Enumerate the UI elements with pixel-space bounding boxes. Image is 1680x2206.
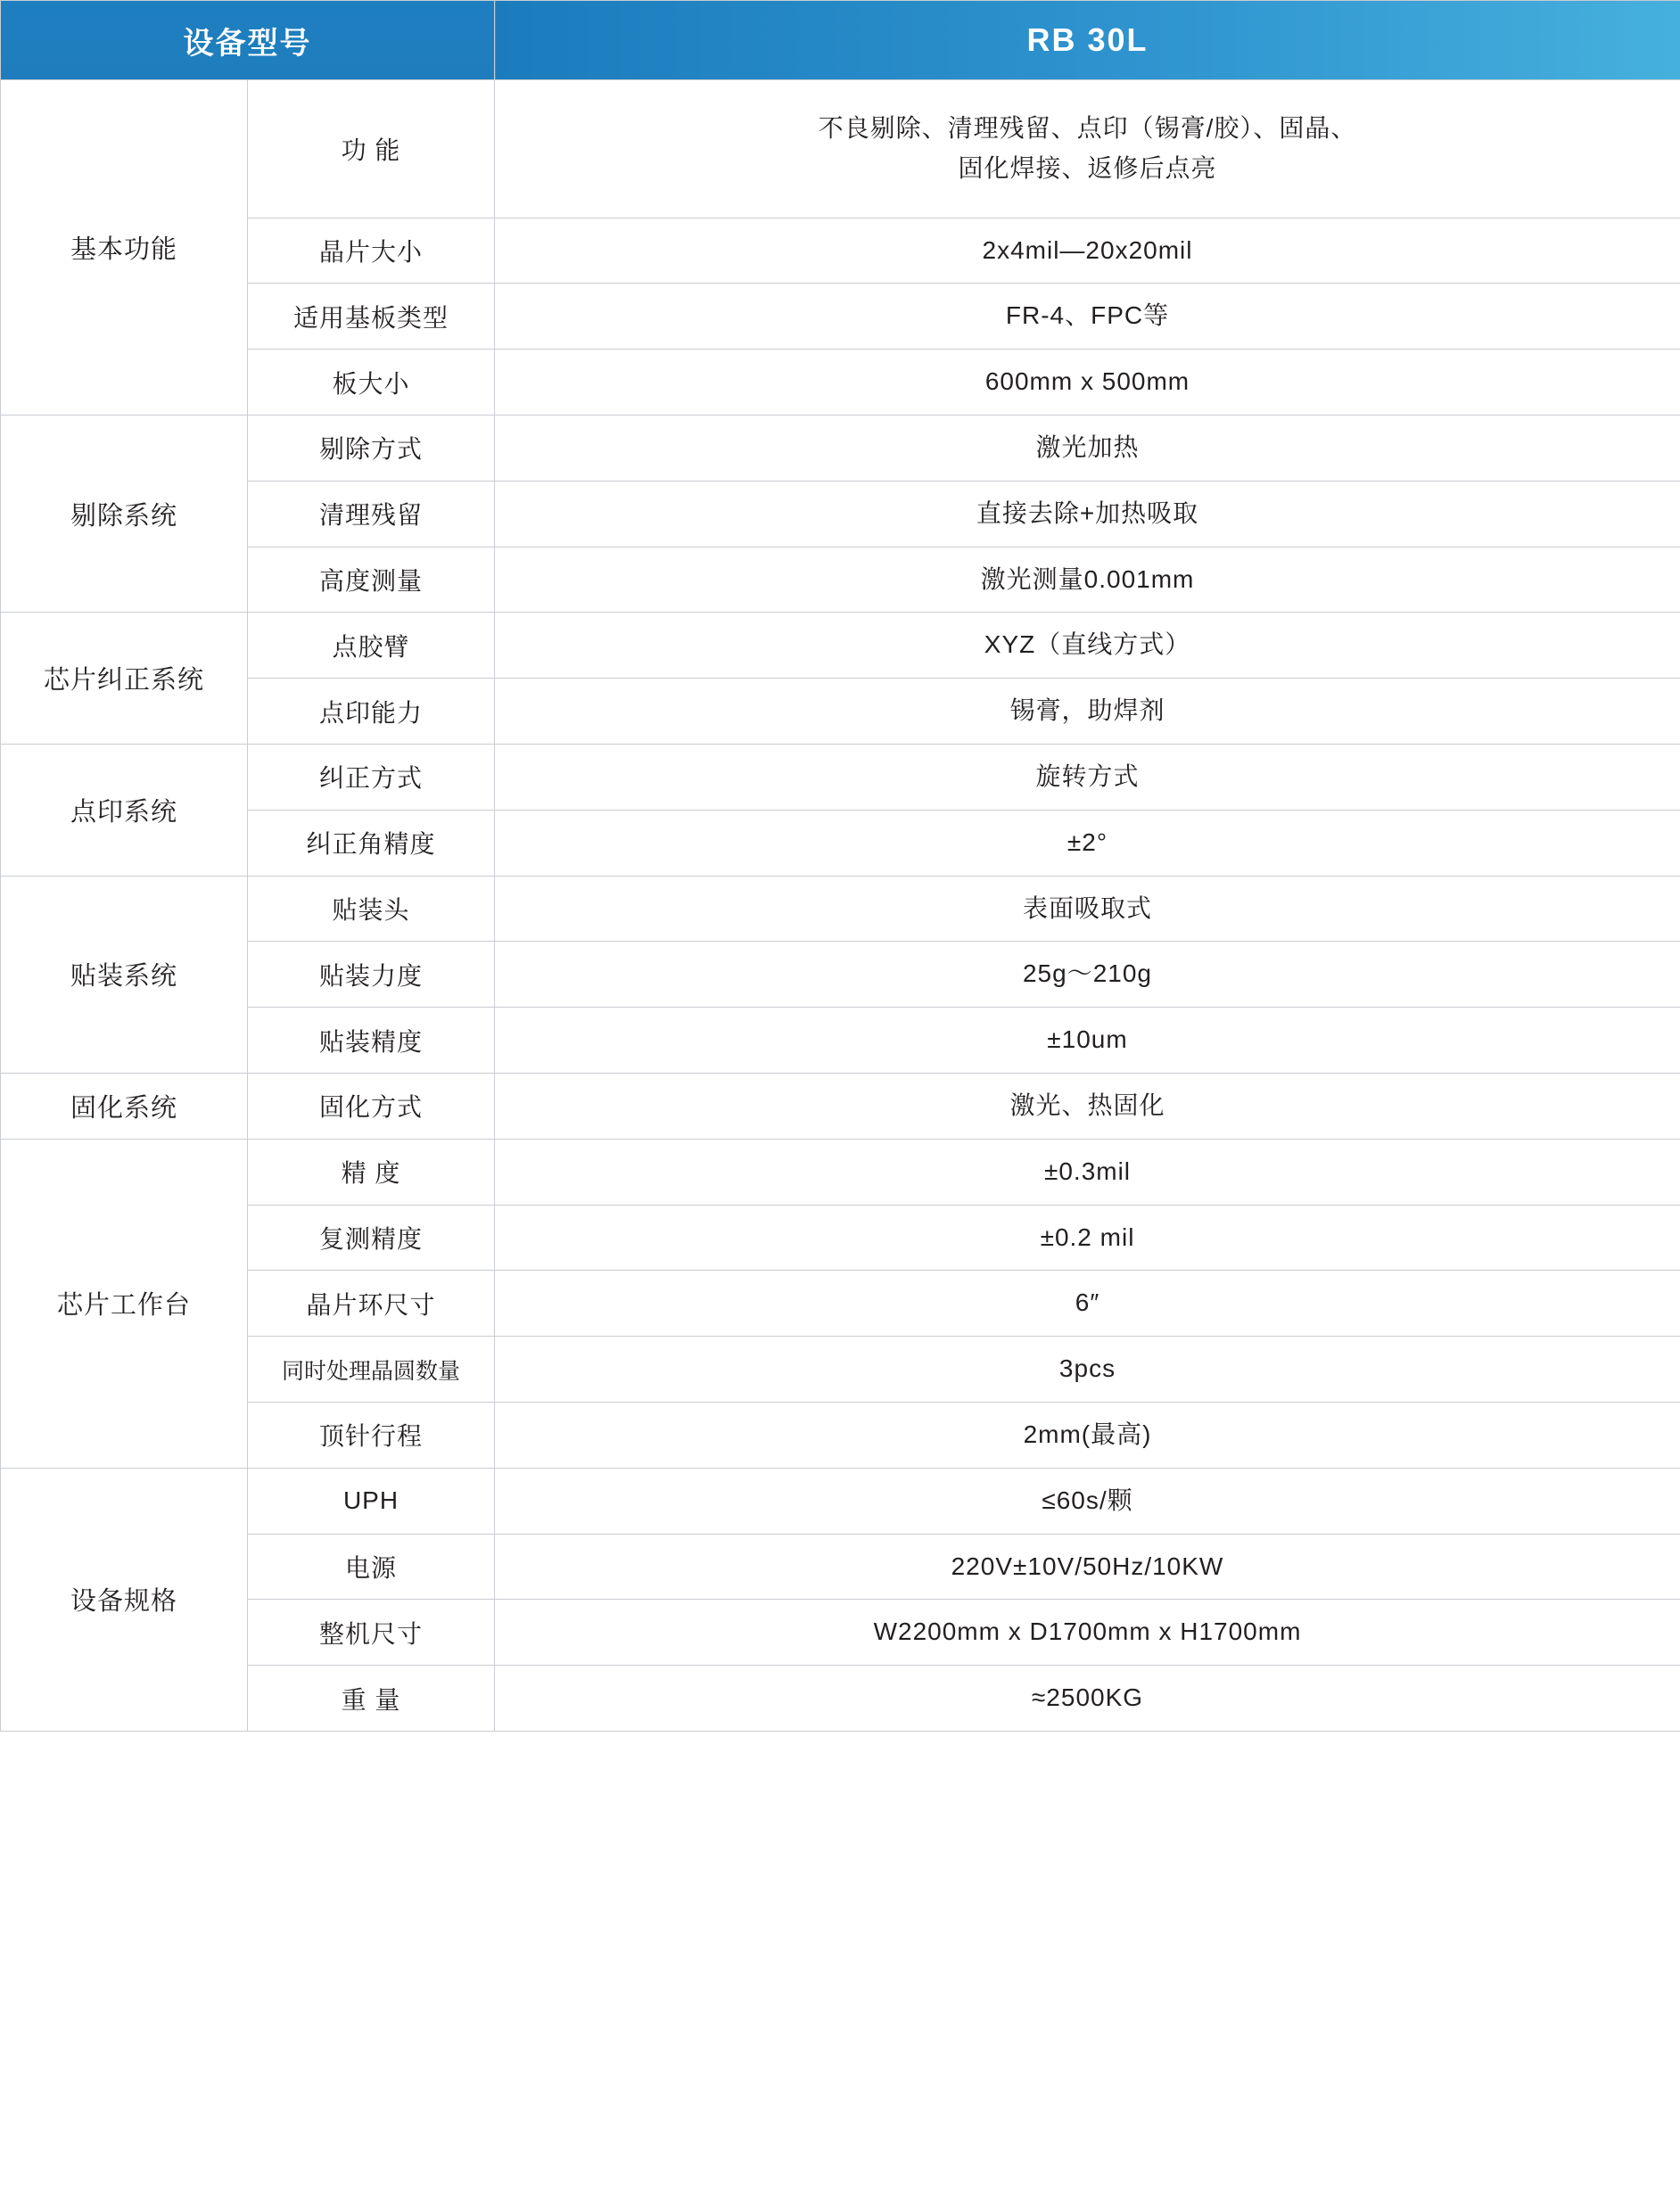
spec-item-value-text: 25g～210g bbox=[1022, 959, 1152, 988]
spec-item-label bbox=[248, 481, 495, 547]
spec-item-value-text: 激光加热 bbox=[1035, 432, 1140, 461]
spec-item-label bbox=[248, 679, 495, 745]
table-row bbox=[1, 1139, 1680, 1205]
spec-item-value-text: 2mm(最高) bbox=[1023, 1420, 1152, 1448]
spec-item-value bbox=[495, 1600, 1680, 1666]
spec-item-label bbox=[248, 80, 495, 218]
spec-item-value bbox=[495, 1073, 1680, 1139]
spec-item-value bbox=[495, 350, 1680, 416]
spec-item-value bbox=[495, 547, 1680, 613]
spec-item-label-text: 贴装精度 bbox=[318, 1027, 423, 1056]
spec-item-label bbox=[248, 1468, 495, 1534]
spec-item-label bbox=[248, 1139, 495, 1205]
table-row bbox=[1, 1534, 1680, 1600]
spec-item-label bbox=[248, 1008, 495, 1074]
spec-item-value bbox=[495, 810, 1680, 876]
table-row bbox=[1, 1008, 1680, 1074]
group-label-text: 剔除系统 bbox=[70, 501, 177, 531]
group-label bbox=[1, 744, 248, 876]
spec-item-label bbox=[248, 1534, 495, 1600]
spec-item-label-text: 板大小 bbox=[332, 369, 410, 398]
header-model-label: 设备型号 bbox=[1, 1, 495, 80]
group-label-text: 点印系统 bbox=[70, 797, 177, 827]
spec-item-label-text: UPH bbox=[342, 1486, 399, 1515]
spec-item-value-text: 220V±10V/50Hz/10KW bbox=[951, 1552, 1224, 1580]
spec-item-value bbox=[495, 613, 1680, 679]
table-row bbox=[1, 942, 1680, 1008]
spec-item-label bbox=[248, 415, 495, 481]
spec-item-value-text: 不良剔除、清理残留、点印（锡膏/胶）、固晶、 固化焊接、返修后点亮 bbox=[818, 114, 1357, 182]
spec-item-label-text: 精 度 bbox=[341, 1159, 401, 1188]
table-row bbox=[1, 1600, 1680, 1666]
spec-item-value-text: 锡膏，助焊剂 bbox=[1009, 696, 1165, 725]
spec-item-value bbox=[495, 1468, 1680, 1534]
spec-item-label-text: 晶片环尺寸 bbox=[306, 1290, 436, 1319]
spec-item-value bbox=[495, 744, 1680, 810]
spec-item-label bbox=[248, 218, 495, 284]
spec-item-label-text: 纠正方式 bbox=[318, 764, 423, 793]
spec-item-value bbox=[495, 679, 1680, 745]
spec-item-label-text: 贴装头 bbox=[332, 895, 410, 924]
spec-item-value-text: 激光测量0.001mm bbox=[980, 564, 1195, 593]
spec-item-value bbox=[495, 415, 1680, 481]
spec-item-label-text: 适用基板类型 bbox=[292, 303, 449, 332]
spec-item-value-text: ≤60s/颗 bbox=[1042, 1486, 1133, 1514]
spec-item-value-text: 6″ bbox=[1075, 1288, 1100, 1317]
table-row bbox=[1, 80, 1680, 218]
spec-item-value bbox=[495, 1271, 1680, 1337]
spec-item-value bbox=[495, 80, 1680, 218]
group-label-text: 芯片纠正系统 bbox=[43, 666, 204, 696]
table-row bbox=[1, 679, 1680, 745]
spec-item-value-text: 直接去除+加热吸取 bbox=[976, 498, 1199, 527]
table-row bbox=[1, 1337, 1680, 1403]
spec-item-label-text: 固化方式 bbox=[318, 1093, 423, 1122]
table-row bbox=[1, 1402, 1680, 1468]
table-row bbox=[1, 481, 1680, 547]
spec-item-value-text: 3pcs bbox=[1058, 1354, 1116, 1383]
group-label-text: 芯片工作台 bbox=[56, 1291, 191, 1321]
group-label-text: 贴装系统 bbox=[70, 962, 177, 992]
spec-item-value-text: ±0.3mil bbox=[1043, 1157, 1132, 1185]
spec-item-label-text: 剔除方式 bbox=[318, 435, 423, 464]
table-row bbox=[1, 1271, 1680, 1337]
spec-item-value bbox=[495, 1337, 1680, 1403]
header-model-value: RB 30L bbox=[495, 1, 1680, 80]
spec-item-label-text: 纠正角精度 bbox=[306, 830, 436, 859]
group-label bbox=[1, 1139, 248, 1468]
group-label bbox=[1, 1468, 248, 1731]
spec-item-label bbox=[248, 744, 495, 810]
table-row bbox=[1, 547, 1680, 613]
table-row bbox=[1, 744, 1680, 810]
spec-item-label bbox=[248, 350, 495, 416]
table-row bbox=[1, 810, 1680, 876]
spec-item-label bbox=[248, 810, 495, 876]
spec-item-value bbox=[495, 1402, 1680, 1468]
table-row bbox=[1, 284, 1680, 350]
spec-item-label bbox=[248, 1205, 495, 1271]
group-label-text: 固化系统 bbox=[70, 1093, 177, 1123]
spec-item-label bbox=[248, 942, 495, 1008]
spec-item-value-text: 2x4mil—20x20mil bbox=[982, 235, 1193, 264]
spec-item-label-text: 晶片大小 bbox=[318, 237, 423, 266]
spec-item-label-text: 顶针行程 bbox=[318, 1422, 423, 1451]
spec-item-value-text: ±2° bbox=[1066, 827, 1108, 856]
table-row bbox=[1, 1073, 1680, 1139]
spec-item-value bbox=[495, 876, 1680, 942]
spec-item-label-text: 电源 bbox=[344, 1553, 397, 1582]
spec-item-value-text: W2200mm x D1700mm x H1700mm bbox=[873, 1617, 1302, 1646]
spec-item-label bbox=[248, 1337, 495, 1403]
spec-item-label bbox=[248, 1600, 495, 1666]
spec-item-label bbox=[248, 284, 495, 350]
spec-item-label bbox=[248, 613, 495, 679]
group-label bbox=[1, 1073, 248, 1139]
spec-item-value bbox=[495, 1008, 1680, 1074]
spec-item-value-text: ±0.2 mil bbox=[1040, 1222, 1135, 1251]
spec-item-label-text: 点胶臂 bbox=[332, 632, 410, 661]
table-row bbox=[1, 218, 1680, 284]
spec-item-label-text: 清理残留 bbox=[318, 501, 423, 530]
spec-item-label-text: 重 量 bbox=[341, 1685, 401, 1714]
spec-item-value bbox=[495, 942, 1680, 1008]
spec-item-value-text: 激光、热固化 bbox=[1009, 1091, 1165, 1119]
spec-item-value bbox=[495, 1666, 1680, 1732]
spec-item-value-text: FR-4、FPC等 bbox=[1005, 301, 1170, 330]
group-label bbox=[1, 613, 248, 745]
spec-item-value bbox=[495, 1205, 1680, 1271]
spec-item-label bbox=[248, 876, 495, 942]
spec-item-label bbox=[248, 1271, 495, 1337]
group-label bbox=[1, 876, 248, 1073]
spec-item-label bbox=[248, 1073, 495, 1139]
spec-item-value-text: ±10um bbox=[1047, 1025, 1128, 1054]
table-row bbox=[1, 1205, 1680, 1271]
table-row bbox=[1, 613, 1680, 679]
group-label bbox=[1, 80, 248, 416]
spec-item-value-text: 旋转方式 bbox=[1035, 761, 1140, 790]
spec-item-label-text: 同时处理晶圆数量 bbox=[281, 1358, 460, 1384]
table-row bbox=[1, 1468, 1680, 1534]
spec-item-label bbox=[248, 1666, 495, 1732]
table-header-row bbox=[1, 1, 1680, 80]
spec-item-value bbox=[495, 1534, 1680, 1600]
spec-item-value bbox=[495, 284, 1680, 350]
table-row bbox=[1, 876, 1680, 942]
spec-item-label bbox=[248, 547, 495, 613]
spec-item-value-text: XYZ（直线方式） bbox=[984, 630, 1191, 659]
spec-item-label-text: 功 能 bbox=[341, 136, 401, 164]
spec-item-value-text: ≈2500KG bbox=[1031, 1683, 1144, 1712]
group-label bbox=[1, 415, 248, 612]
spec-item-value bbox=[495, 218, 1680, 284]
spec-item-value-text: 表面吸取式 bbox=[1022, 893, 1152, 922]
spec-item-label bbox=[248, 1402, 495, 1468]
table-row bbox=[1, 415, 1680, 481]
spec-item-label-text: 点印能力 bbox=[318, 698, 423, 727]
spec-item-label-text: 整机尺寸 bbox=[318, 1619, 423, 1648]
table-row bbox=[1, 1666, 1680, 1732]
group-label-text: 设备规格 bbox=[70, 1587, 177, 1617]
group-label-text: 基本功能 bbox=[70, 235, 177, 264]
spec-item-value bbox=[495, 1139, 1680, 1205]
spec-item-value bbox=[495, 481, 1680, 547]
table-row bbox=[1, 350, 1680, 416]
spec-item-value-text: 600mm x 500mm bbox=[984, 367, 1190, 396]
spec-item-label-text: 贴装力度 bbox=[318, 961, 423, 990]
spec-item-label-text: 复测精度 bbox=[318, 1224, 423, 1253]
spec-item-label-text: 高度测量 bbox=[318, 566, 423, 595]
